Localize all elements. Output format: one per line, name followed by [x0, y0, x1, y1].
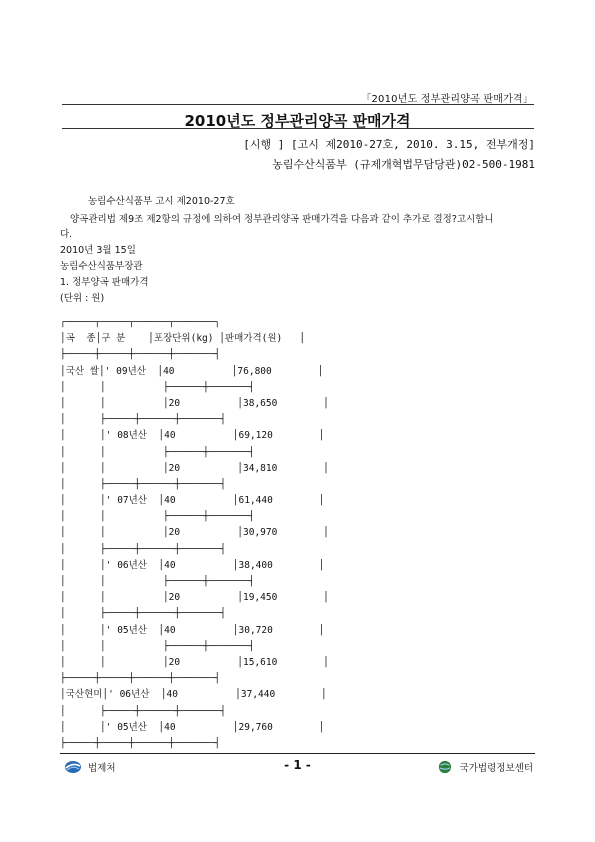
footer-left-label: 법제처 — [88, 763, 116, 774]
table-row: │ │ ├──────┼───────┤ — [60, 381, 255, 393]
ministry-contact: 농림수산식품부 (규제개혁법무담당관)02-500-1981 — [272, 158, 535, 171]
table-row: │ │ ├──────┼───────┤ — [60, 511, 255, 523]
paragraph-line-1: 양곡관리법 제9조 제2항의 규정에 의하여 정부관리양곡 판매가격을 다음과 같이 추가로 결정?고시합니 — [70, 214, 494, 225]
table-row: ├─────┼─────┼──────┼───────┤ — [60, 673, 221, 685]
table-row: │ ├─────┼──────┼───────┤ — [60, 543, 226, 555]
table-row: │ │' 05년산 │40 │29,760 │ — [60, 721, 325, 733]
enactment-info: [시행 ] [고시 제2010-27호, 2010. 3.15, 전부개정] — [243, 138, 535, 151]
header-divider — [62, 104, 534, 105]
footer-divider — [60, 753, 535, 754]
paragraph-line-2: 다. — [60, 229, 73, 240]
document-header-tag: 「2010년도 정부관리양곡 판매가격」 — [361, 94, 533, 105]
table-row: │ │' 05년산 │40 │30,720 │ — [60, 624, 325, 636]
table-row: │ │ ├──────┼───────┤ — [60, 446, 255, 458]
table-row: │ │ │20 │30,970 │ — [60, 527, 329, 539]
table-row: │ ├─────┼──────┼───────┤ — [60, 478, 226, 490]
globe-logo-icon — [436, 760, 454, 774]
table-row: │ │' 07년산 │40 │61,440 │ — [60, 495, 325, 507]
minister-name: 농림수산식품부장관 — [60, 261, 143, 272]
notice-date: 2010년 3월 15일 — [60, 245, 136, 256]
table-row: ┌─────┬─────┬──────┬───────┐ — [60, 317, 221, 328]
table-row: ├─────┼─────┼──────┼───────┤ — [60, 349, 221, 361]
table-row: │곡 종│구 분 │포장단위(kg) │판매가격(원) │ — [60, 333, 306, 345]
table-row: │ │ ├──────┼───────┤ — [60, 576, 255, 587]
table-row: │ │ ├──────┼───────┤ — [60, 640, 255, 652]
table-row: │국산 쌀│' 09년산 │40 │76,800 │ — [60, 365, 324, 377]
table-row: │ ├─────┼──────┼───────┤ — [60, 705, 226, 717]
title-divider — [62, 128, 534, 129]
page-title: 2010년도 정부관리양곡 판매가격 — [184, 112, 411, 130]
table-row: ├─────┼─────┼──────┼───────┤ — [60, 737, 221, 749]
table-row: │ │ │20 │15,610 │ — [60, 656, 329, 668]
section-heading: 1. 정부양곡 판매가격 — [60, 277, 149, 288]
footer-right-label: 국가법령정보센터 — [459, 763, 533, 774]
page-number: - 1 - — [284, 758, 311, 772]
price-table — [60, 315, 329, 752]
table-row: │ │ │20 │34,810 │ — [60, 462, 329, 474]
unit-label: (단위 : 원) — [60, 293, 105, 304]
notice-number: 농림수산식품부 고시 제2010-27호 — [88, 196, 235, 207]
table-row: │ │' 08년산 │40 │69,120 │ — [60, 430, 325, 442]
table-row: │ │ │20 │19,450 │ — [60, 592, 329, 604]
table-row: │ │ │20 │38,650 │ — [60, 397, 329, 409]
footer-right — [436, 760, 533, 774]
table-row: │국산현미│' 06년산 │40 │37,440 │ — [60, 689, 327, 701]
table-row: │ ├─────┼──────┼───────┤ — [60, 414, 226, 426]
table-row: │ ├─────┼──────┼───────┤ — [60, 608, 226, 620]
table-row: │ │' 06년산 │40 │38,400 │ — [60, 559, 325, 571]
